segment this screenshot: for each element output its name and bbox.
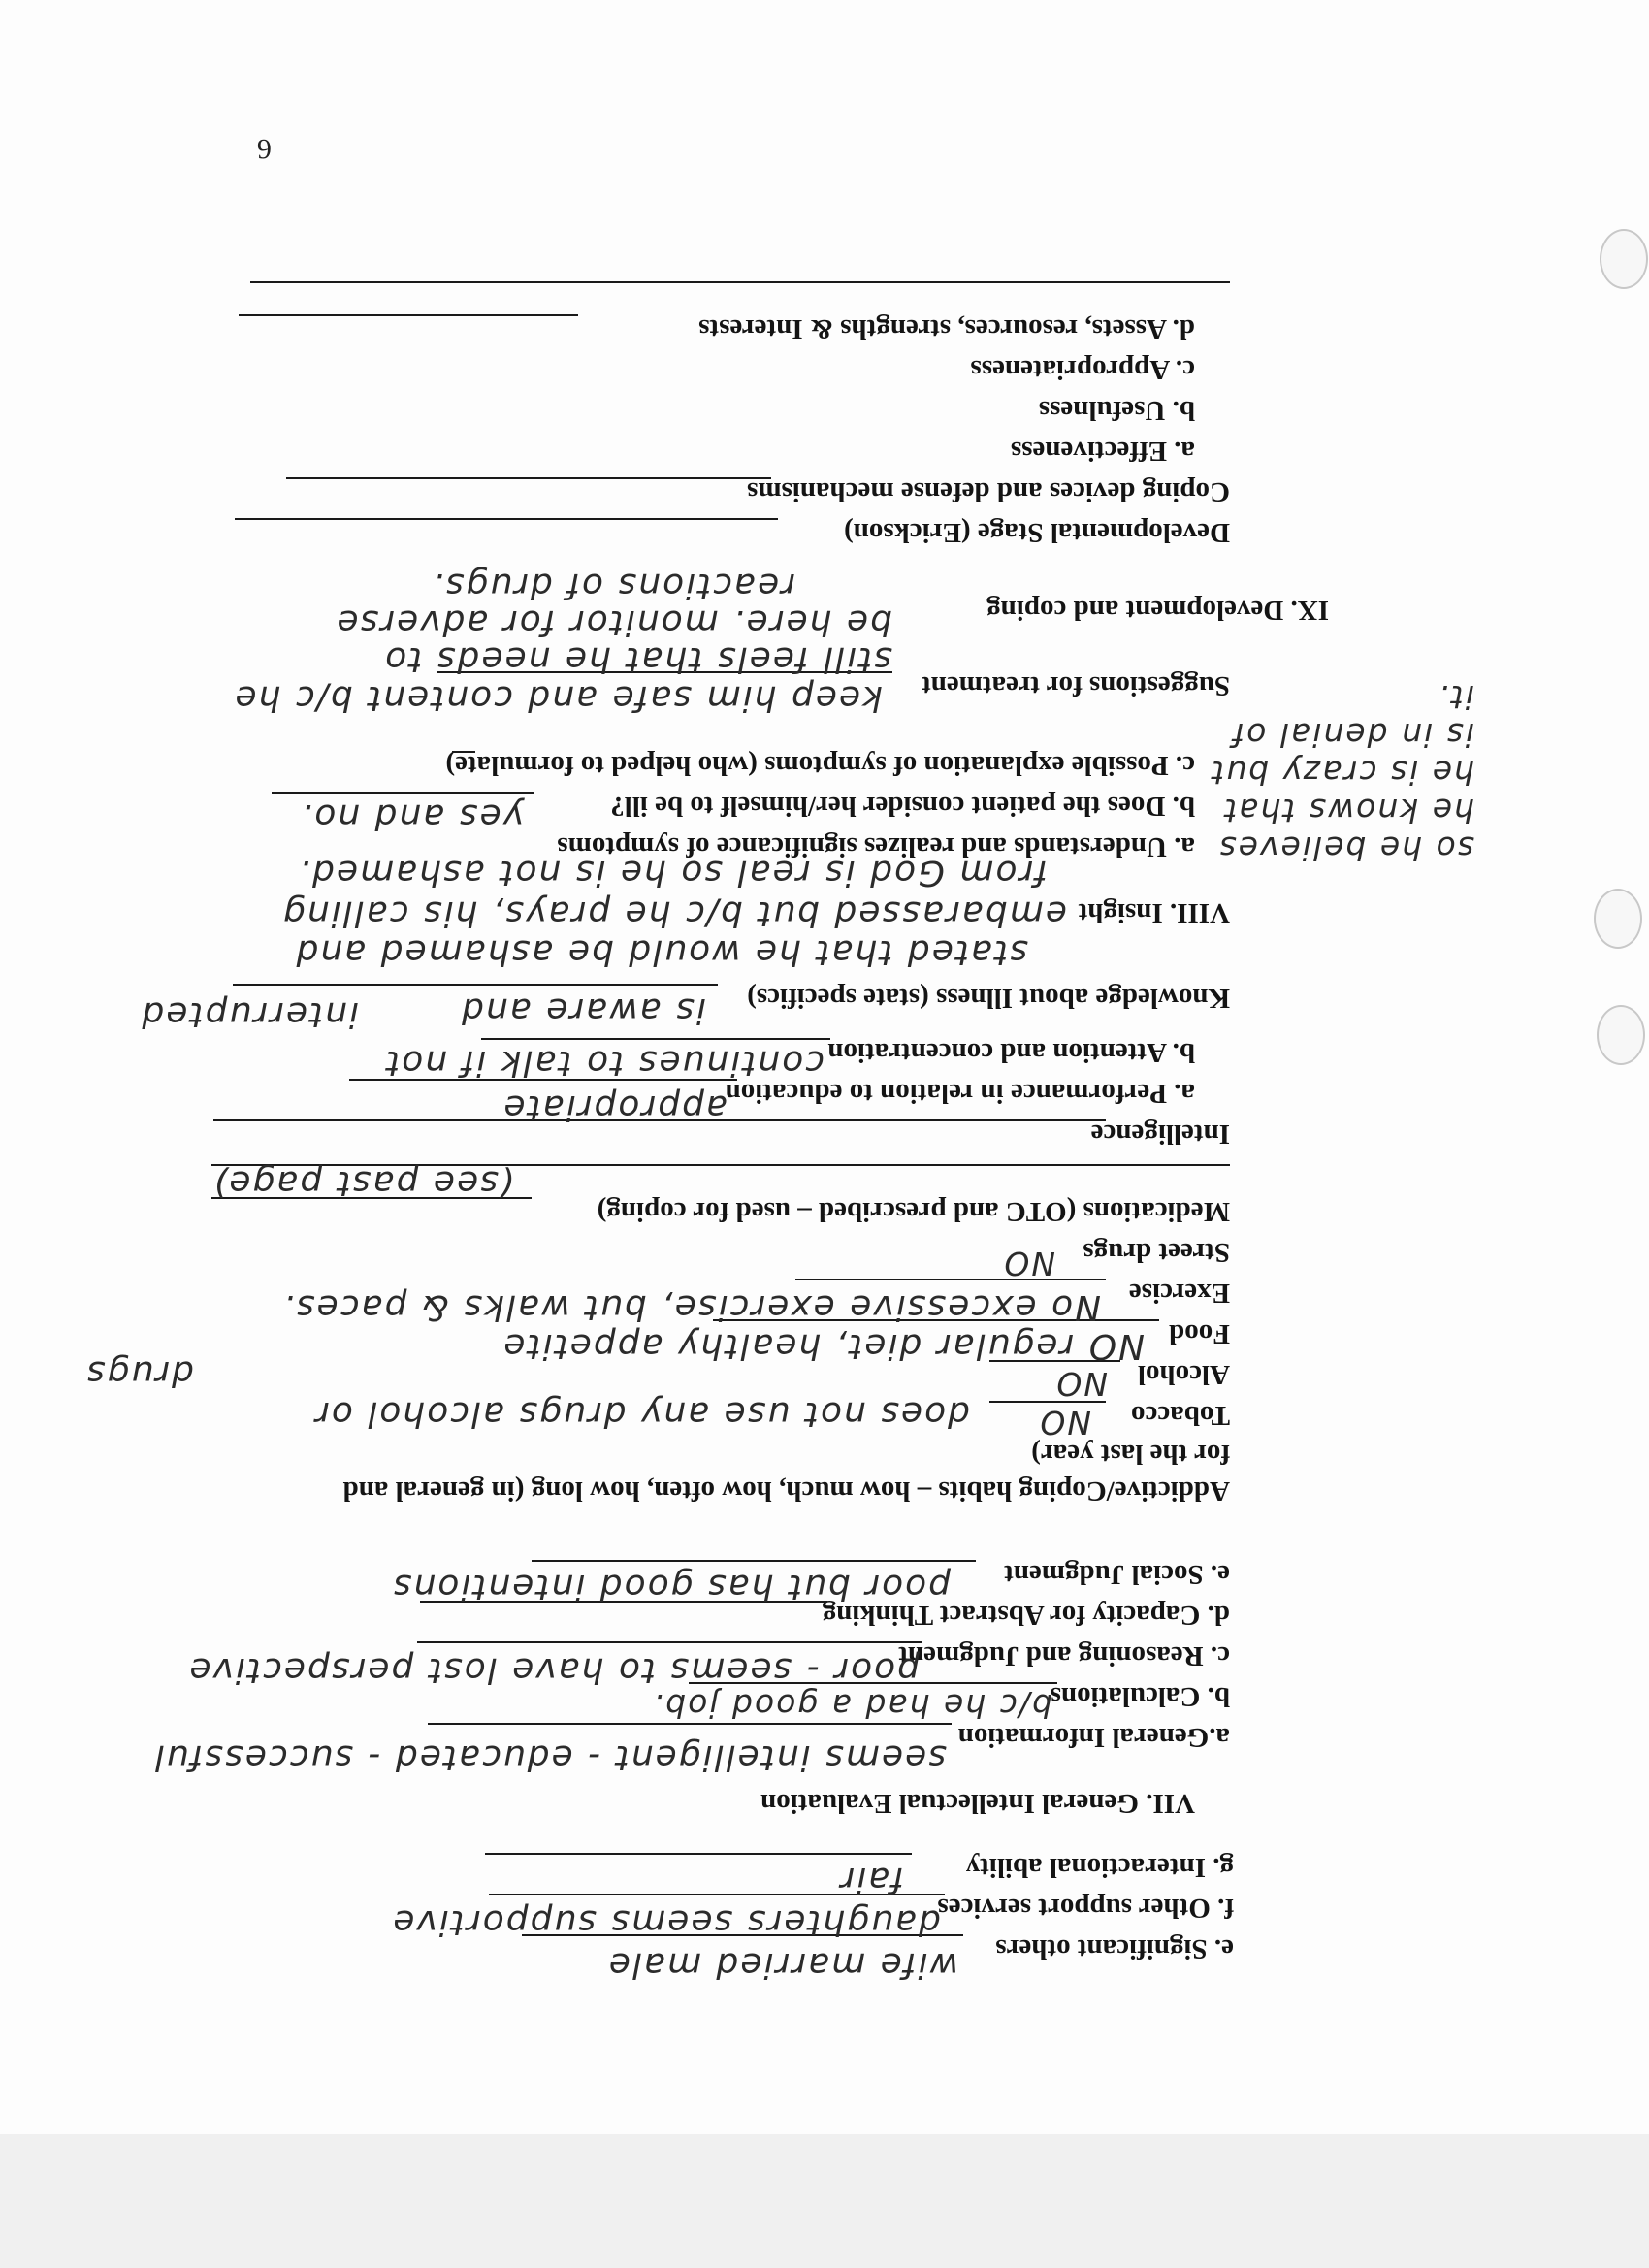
- significant-others-answer: wife married male: [606, 1945, 958, 1985]
- calculations-label: b. Calculations: [1050, 1681, 1230, 1712]
- treatment-answer: keep him safe and content b/c he: [233, 678, 883, 718]
- significant-others-label: e. Significant others: [995, 1933, 1234, 1964]
- street-drugs-label: Street drugs: [1083, 1237, 1230, 1268]
- tobacco-note-continued: drugs: [84, 1353, 194, 1393]
- attention-blank: [481, 1038, 830, 1040]
- food-label: Food: [1169, 1318, 1230, 1349]
- intelligence-label: Intelligence: [1090, 1118, 1230, 1150]
- coping-devices-label: Coping devices and defense mechanisms: [747, 476, 1230, 507]
- attention-label: b. Attention and concentration: [827, 1037, 1195, 1068]
- effectiveness-label: a. Effectiveness: [1010, 436, 1195, 467]
- medications-label: Medications (OTC and prescribed – used for coping): [597, 1196, 1230, 1227]
- scan-bottom-margin: [0, 2134, 1649, 2268]
- general-information-answer: seems intelligent - educated - successful: [152, 1737, 947, 1777]
- reasoning-judgment-blank: [417, 1641, 922, 1643]
- performance-label: a. Performance in relation to education: [725, 1078, 1195, 1109]
- section-ix-heading: IX. Development and coping: [986, 595, 1329, 626]
- general-information-label: a.General Information: [957, 1722, 1230, 1753]
- coping-devices-blank: [286, 477, 771, 479]
- tobacco-label: Tobacco: [1130, 1400, 1230, 1431]
- addictive-habits-line2: for the last year): [1031, 1439, 1230, 1470]
- food-answer: NO regular diet, healthy appetite: [501, 1326, 1145, 1366]
- other-support-label: f. Other support services: [937, 1893, 1234, 1924]
- punch-hole-bottom: [1600, 229, 1648, 289]
- treatment-label: Suggestions for treatment: [922, 670, 1230, 701]
- appropriateness-label: c. Appropriateness: [970, 354, 1195, 385]
- interactional-ability-blank: [485, 1853, 912, 1855]
- other-support-answer: daughters seems supportive: [391, 1902, 941, 1942]
- interactional-ability-answer: fair: [838, 1860, 904, 1899]
- considers-ill-blank: [272, 792, 534, 794]
- calculations-answer: b/c he had a good job.: [651, 1687, 1052, 1725]
- performance-answer: appropriate: [501, 1087, 728, 1127]
- exercise-label: Exercise: [1128, 1278, 1230, 1309]
- reasoning-judgment-label: c. Reasoning and Judgment: [898, 1640, 1230, 1671]
- knowledge-answer: is aware and: [460, 990, 706, 1030]
- assets-blank: [239, 314, 578, 316]
- exercise-answer: No excessive exercise, but walks & paces.: [281, 1287, 1101, 1327]
- medications-answer: (see past page): [211, 1163, 514, 1203]
- understands-symptoms-label: a. Understands and realizes significance of symptoms: [557, 831, 1195, 862]
- assets-blank-2: [250, 281, 1230, 283]
- reasoning-judgment-answer: poor - seems to have lost perspective: [187, 1650, 920, 1690]
- knowledge-label: Knowledge about Illness (state specifics): [747, 983, 1230, 1014]
- alcohol-answer: NO: [1054, 1365, 1108, 1403]
- explanation-label: c. Possible explanation of symptoms (who helped to formulate): [445, 750, 1195, 781]
- exercise-blank: [795, 1279, 1106, 1280]
- knowledge-answer-2: stated that he would be ashamed and: [294, 932, 1028, 972]
- treatment-answer-2: still feels that he needs to: [383, 639, 892, 679]
- treatment-answer-3: be here. monitor for adverse: [335, 602, 892, 642]
- alcohol-label: Alcohol: [1137, 1359, 1230, 1390]
- interactional-ability-label: g. Interactional ability: [965, 1852, 1234, 1883]
- addictive-habits-line1: Addictive/Coping habits – how much, how often, how long (in general and: [342, 1475, 1230, 1507]
- abstract-thinking-label: d. Capacity for Abstract Thinking: [822, 1600, 1230, 1631]
- understands-symptoms-note: so he believes he knows that he is crazy but is in denial of it.: [1210, 678, 1474, 867]
- section-viii-heading: VIII. Insight: [1078, 897, 1230, 928]
- explanation-blank: [452, 751, 475, 753]
- knowledge-answer-3: embarassed but b/c he prays, his calling: [280, 893, 1067, 933]
- assets-label: d. Assets, resources, strengths & Interests: [698, 313, 1195, 344]
- knowledge-blank: [233, 984, 718, 986]
- attention-answer-continued: interrupted: [140, 994, 359, 1034]
- social-judgment-answer: poor but has good intentions: [391, 1567, 951, 1606]
- considers-ill-answer: yes and no.: [299, 796, 524, 836]
- considers-ill-label: b. Does the patient consider her/himself to be ill?: [610, 791, 1195, 822]
- punch-hole-top: [1594, 889, 1642, 949]
- tobacco-answer: NO: [1038, 1404, 1091, 1442]
- usefulness-label: b. Usefulness: [1038, 395, 1195, 426]
- treatment-answer-4: reactions of drugs.: [431, 566, 795, 605]
- attention-answer: continues to talk if not: [384, 1043, 824, 1083]
- knowledge-answer-4: from God is real so he is not ashamed.: [297, 853, 1048, 892]
- developmental-stage-label: Developmental Stage (Erickson): [844, 517, 1230, 548]
- section-vii-heading: VII. General Intellectual Evaluation: [760, 1788, 1195, 1819]
- social-judgment-blank: [532, 1560, 976, 1562]
- social-judgment-label: e. Social Judgment: [1004, 1559, 1230, 1590]
- developmental-stage-blank: [235, 518, 778, 520]
- street-drugs-answer: NO: [1002, 1245, 1055, 1282]
- page-number: 6: [257, 133, 272, 165]
- punch-hole-middle: [1597, 1005, 1645, 1065]
- tobacco-note: does not use any drugs alcohol or: [313, 1394, 970, 1434]
